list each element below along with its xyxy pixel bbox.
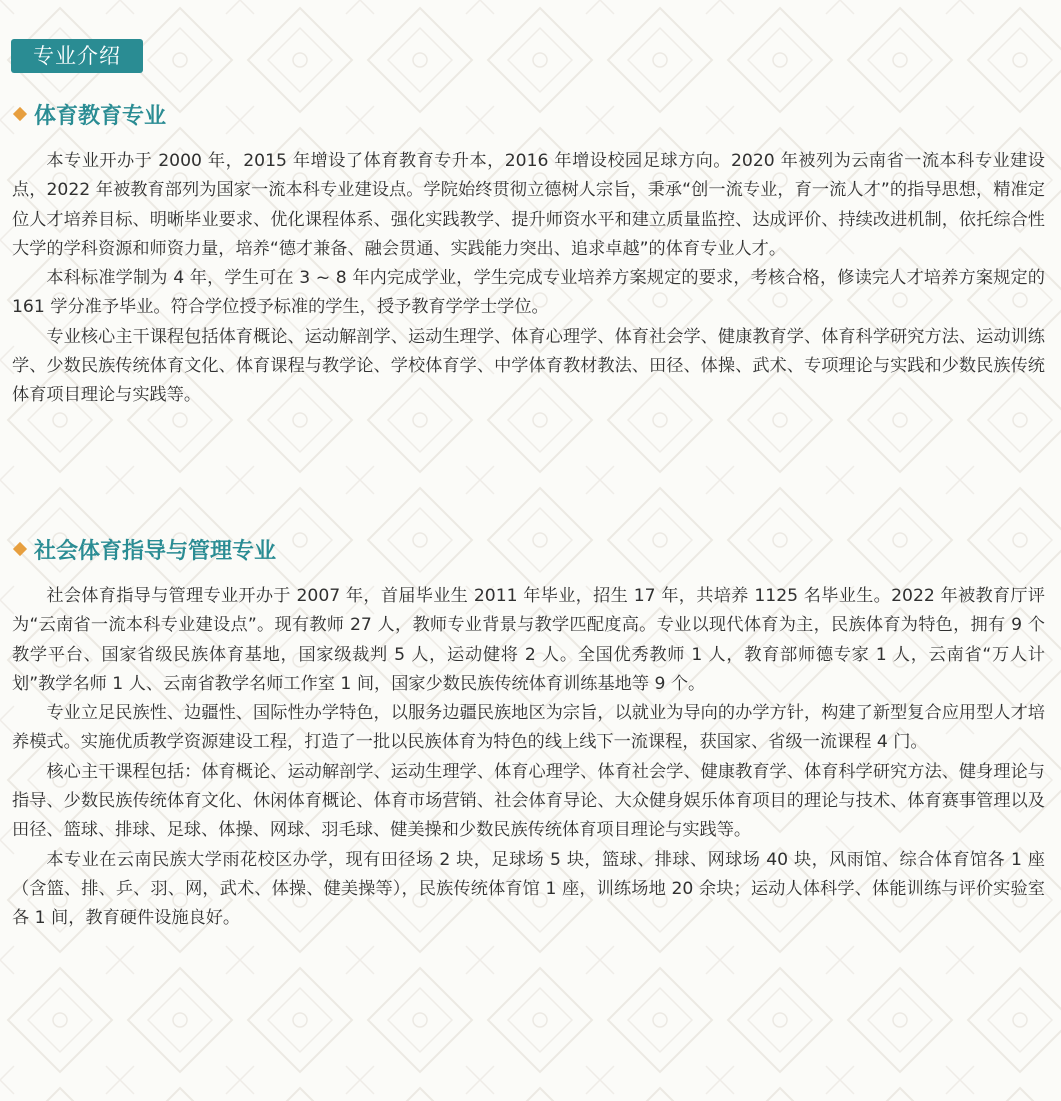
section-body-social-sports bbox=[12, 582, 1045, 934]
section-heading-pe-education bbox=[11, 98, 166, 130]
paragraph: 本专业在云南民族大学雨花校区办学，现有田径场 2 块，足球场 5 块，篮球、排球、网球场 40 块，风雨馆、综合体育馆各 1 座（含篮、排、乒、羽、网，武术、体操、健美操等），民族传统体育馆 1 座，训练场地 20 余块；运动人体科学、体能训练与评价实验室各 1 间，教育硬件设施良好。 bbox=[12, 849, 1045, 929]
paragraph: 本科标准学制为 4 年，学生可在 3 ~ 8 年内完成学业，学生完成专业培养方案规定的要求，考核合格，修读完人才培养方案规定的 161 学分准予毕业。符合学位授予标准的学生，授予教育学学士学位。 bbox=[12, 268, 1045, 318]
diamond-bullet-icon bbox=[13, 542, 27, 556]
section-title: 体育教育专业 bbox=[34, 103, 167, 129]
intro-label: 专业介绍 bbox=[11, 39, 143, 73]
paragraph: 专业立足民族性、边疆性、国际性办学特色，以服务边疆民族地区为宗旨，以就业为导向的办学方针，构建了新型复合应用型人才培养模式。实施优质教学资源建设工程，打造了一批以民族体育为特色的线上线下一流课程，获国家、省级一流课程 4 门。 bbox=[12, 703, 1045, 753]
section-title: 社会体育指导与管理专业 bbox=[34, 538, 277, 564]
paragraph: 专业核心主干课程包括体育概论、运动解剖学、运动生理学、体育心理学、体育社会学、健康教育学、体育科学研究方法、运动训练学、少数民族传统体育文化、体育课程与教学论、学校体育学、中学体育教材教法、田径、体操、武术、专项理论与实践和少数民族传统体育项目理论与实践等。 bbox=[12, 326, 1045, 406]
section-heading-social-sports bbox=[11, 533, 276, 565]
section-body-pe-education bbox=[12, 147, 1045, 411]
diamond-bullet-icon bbox=[13, 107, 27, 121]
paragraph: 社会体育指导与管理专业开办于 2007 年，首届毕业生 2011 年毕业，招生 17 年，共培养 1125 名毕业生。2022 年被教育厅评为“云南省一流本科专业建设点”。现有教师 27 人，教师专业背景与教学匹配度高。专业以现代体育为主，民族体育为特色，拥有 9 个教学平台、国家省级民族体育基地，国家级裁判 5 人，运动健将 2 人。全国优秀教师 1 人，教育部师德专家 1 人，云南省“万人计划”教学名师 1 人、云南省教学名师工作室 1 间，国家少数民族传统体育训练基地等 9 个。 bbox=[12, 586, 1045, 694]
paragraph: 核心主干课程包括：体育概论、运动解剖学、运动生理学、体育心理学、体育社会学、健康教育学、体育科学研究方法、健身理论与指导、少数民族传统体育文化、休闲体育概论、体育市场营销、社会体育导论、大众健身娱乐体育项目的理论与技术、体育赛事管理以及田径、篮球、排球、足球、体操、网球、羽毛球、健美操和少数民族传统体育项目理论与实践等。 bbox=[12, 761, 1045, 841]
paragraph: 本专业开办于 2000 年，2015 年增设了体育教育专升本，2016 年增设校园足球方向。2020 年被列为云南省一流本科专业建设点，2022 年被教育部列为国家一流本科专业建设点。学院始终贯彻立德树人宗旨，秉承“创一流专业，育一流人才”的指导思想，精准定位人才培养目标、明晰毕业要求、优化课程体系、强化实践教学、提升师资水平和建立质量监控、达成评价、持续改进机制，依托综合性大学的学科资源和师资力量，培养“德才兼备、融会贯通、实践能力突出、追求卓越”的体育专业人才。 bbox=[12, 151, 1045, 259]
